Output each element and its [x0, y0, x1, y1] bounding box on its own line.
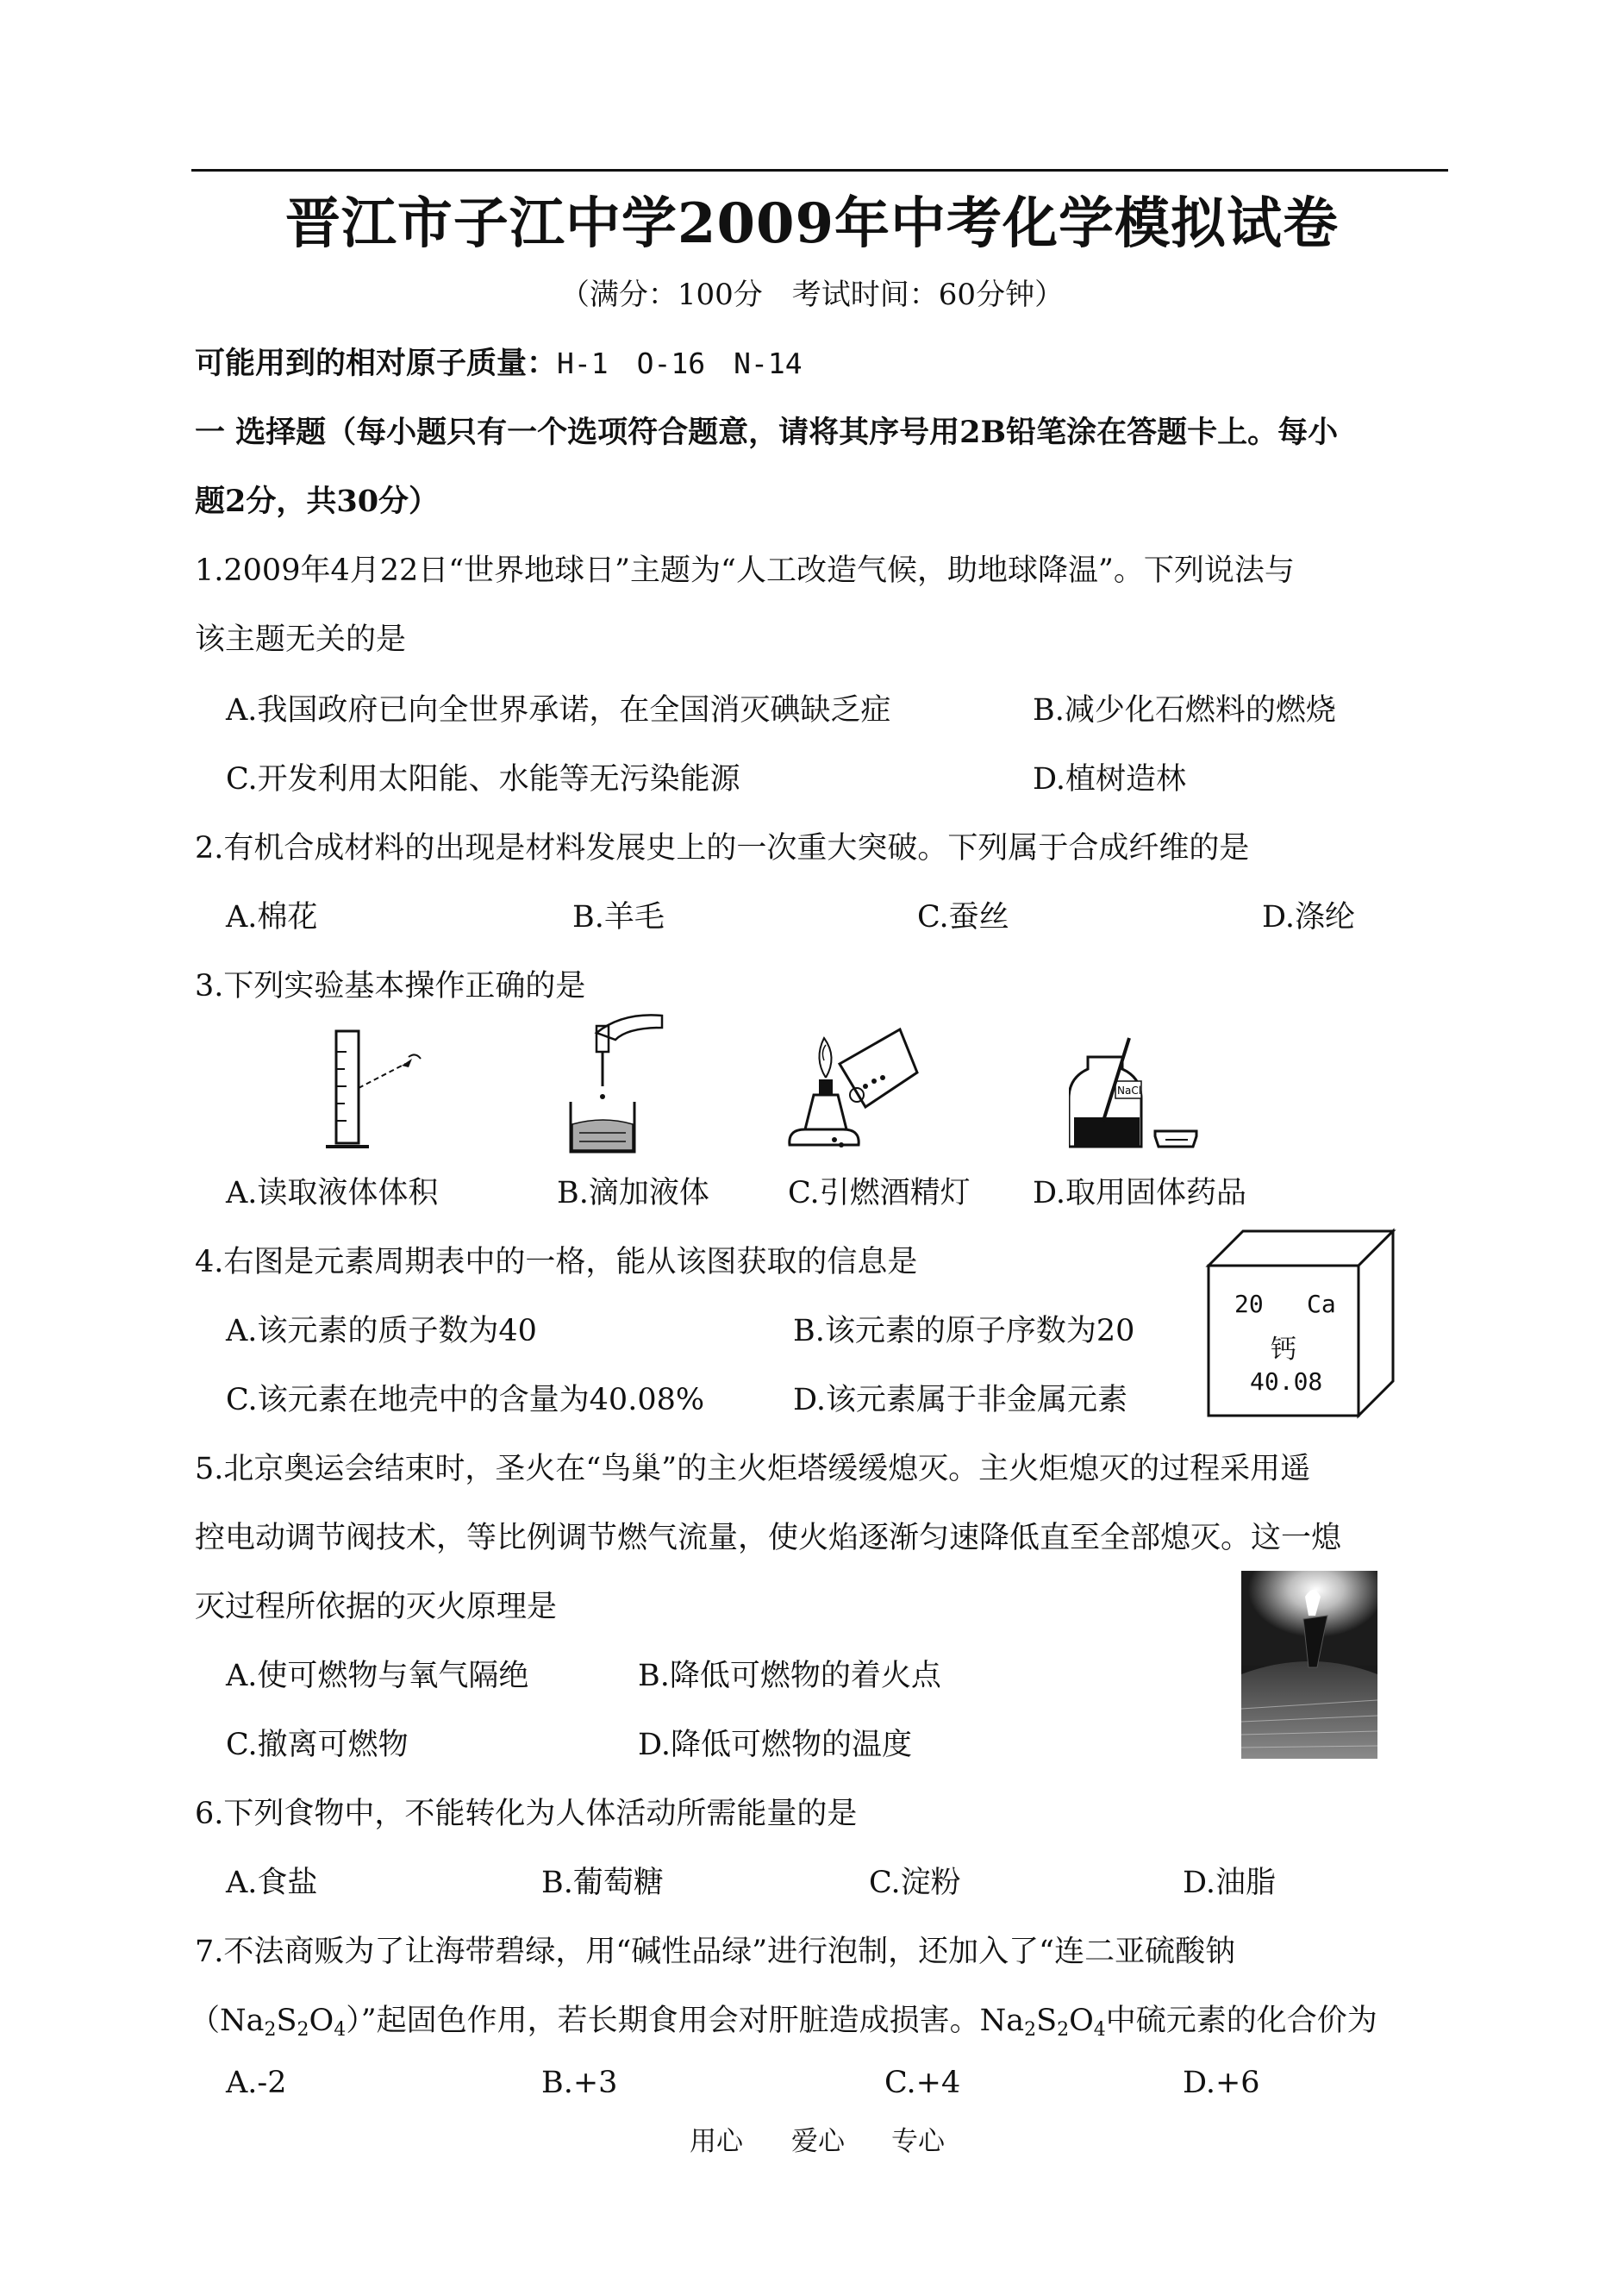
torch-photo: [1241, 1571, 1377, 1759]
q1-option-c: C.开发利用太阳能、水能等无污染能源: [226, 762, 740, 797]
q4-option-a: A.该元素的质子数为40: [226, 1314, 537, 1348]
nacl-label: NaCl: [1117, 1085, 1142, 1097]
section1-heading-line2: 题2分，共30分）: [195, 484, 440, 519]
exam-title: 晋江市子江中学2009年中考化学模拟试卷: [284, 191, 1340, 256]
q7-stem-line2: [190, 1997, 1377, 2041]
q3-option-a: A.读取液体体积: [226, 1176, 439, 1210]
q6-option-b: B.葡萄糖: [541, 1866, 664, 1900]
q6-option-c: C.淀粉: [869, 1866, 961, 1900]
q2-stem: 2.有机合成材料的出现是材料发展史上的一次重大突破。下列属于合成纤维的是: [195, 831, 1250, 866]
solid-reagent-figure: [1069, 1035, 1224, 1155]
q5-option-b: B.降低可燃物的着火点: [638, 1659, 941, 1693]
q7-sub: 4: [1093, 2019, 1106, 2041]
q4-option-b: B.该元素的原子序数为20: [793, 1314, 1135, 1348]
q5-stem-line2: 控电动调节阀技术，等比例调节燃气流量，使火焰逐渐匀速降低直至全部熄灭。这一熄: [195, 1521, 1342, 1555]
q7-stem-line1: 7.不法商贩为了让海带碧绿，用“碱性品绿”进行泡制，还加入了“连二亚硫酸钠: [195, 1935, 1236, 1969]
q1-stem-line1: 1.2009年4月22日“世界地球日”主题为“人工改造气候，助地球降温”。下列说法与: [195, 553, 1295, 588]
atomic-mass-values: H-1 O-16 N-14: [557, 347, 803, 380]
q4-option-c: C.该元素在地壳中的含量为40.08%: [226, 1383, 705, 1417]
q7-sub: 2: [297, 2019, 309, 2041]
q7-sub: 2: [1024, 2019, 1037, 2041]
q5-option-a: A.使可燃物与氧气隔绝: [226, 1659, 529, 1693]
alcohol-lamp-figure: [779, 1026, 926, 1160]
q3-option-d: D.取用固体药品: [1033, 1176, 1246, 1210]
q7-option-a: A.-2: [226, 2066, 287, 2100]
atomic-mass-line: [195, 340, 803, 383]
q7-option-c: C.+4: [884, 2066, 961, 2100]
element-symbol: Ca: [1307, 1290, 1336, 1318]
top-rule: [191, 169, 1448, 172]
element-number: 20: [1234, 1290, 1264, 1318]
q7-stem-tail: 中硫元素的化合价为: [1105, 2004, 1377, 2038]
q2-option-d: D.涤纶: [1262, 900, 1355, 935]
q7-sub: 2: [1057, 2019, 1070, 2041]
q6-option-d: D.油脂: [1183, 1866, 1276, 1900]
q7-sub: 4: [334, 2019, 347, 2041]
section1-heading-line1: 一 选择题（每小题只有一个选项符合题意，请将其序号用2B铅笔涂在答题卡上。每小: [195, 415, 1339, 450]
q1-stem-line2: 该主题无关的是: [195, 622, 407, 657]
q7-formula-o: O: [1069, 2004, 1094, 2038]
q7-sub: 2: [264, 2019, 277, 2041]
footer-word-1: 用心: [690, 2126, 743, 2157]
q7-option-b: B.+3: [541, 2066, 618, 2100]
q4-option-d: D.该元素属于非金属元素: [793, 1383, 1127, 1417]
q5-stem-line3: 灭过程所依据的灭火原理是: [195, 1590, 558, 1624]
graduated-cylinder-figure: [319, 1026, 431, 1155]
footer-word-3: 专心: [891, 2126, 945, 2157]
dropper-beaker-figure: [559, 1007, 671, 1158]
q4-stem: 4.右图是元素周期表中的一格，能从该图获取的信息是: [195, 1245, 918, 1279]
q6-option-a: A.食盐: [226, 1866, 318, 1900]
q2-option-c: C.蚕丝: [917, 900, 1009, 935]
q1-option-b: B.减少化石燃料的燃烧: [1033, 693, 1336, 728]
q5-stem-line1: 5.北京奥运会结束时，圣火在“鸟巢”的主火炬塔缓缓熄灭。主火炬熄灭的过程采用遥: [195, 1452, 1311, 1486]
element-name: 钙: [1271, 1335, 1296, 1365]
q7-stem-text: ）”起固色作用，若长期食用会对肝脏造成损害。Na: [346, 2004, 1025, 2038]
q2-option-b: B.羊毛: [572, 900, 665, 935]
q2-option-a: A.棉花: [226, 900, 318, 935]
q6-stem: 6.下列食物中，不能转化为人体活动所需能量的是: [195, 1797, 858, 1831]
q3-stem: 3.下列实验基本操作正确的是: [195, 969, 586, 1004]
q3-option-c: C.引燃酒精灯: [788, 1176, 971, 1210]
footer-word-2: 爱心: [791, 2126, 845, 2157]
element-mass: 40.08: [1250, 1367, 1323, 1396]
q1-option-d: D.植树造林: [1033, 762, 1186, 797]
q3-option-b: B.滴加液体: [557, 1176, 709, 1210]
q7-formula-s: S: [276, 2004, 297, 2038]
q5-option-c: C.撤离可燃物: [226, 1728, 409, 1762]
atomic-mass-label: 可能用到的相对原子质量：: [195, 346, 558, 381]
q5-option-d: D.降低可燃物的温度: [638, 1728, 912, 1762]
q7-option-d: D.+6: [1183, 2066, 1260, 2100]
exam-subtitle: （满分：100分 考试时间：60分钟）: [559, 278, 1065, 312]
q7-formula-o: O: [309, 2004, 334, 2038]
q1-option-a: A.我国政府已向全世界承诺，在全国消灭碘缺乏症: [226, 693, 891, 728]
q7-formula-s: S: [1036, 2004, 1058, 2038]
q7-formula-start: （Na: [190, 2004, 265, 2038]
